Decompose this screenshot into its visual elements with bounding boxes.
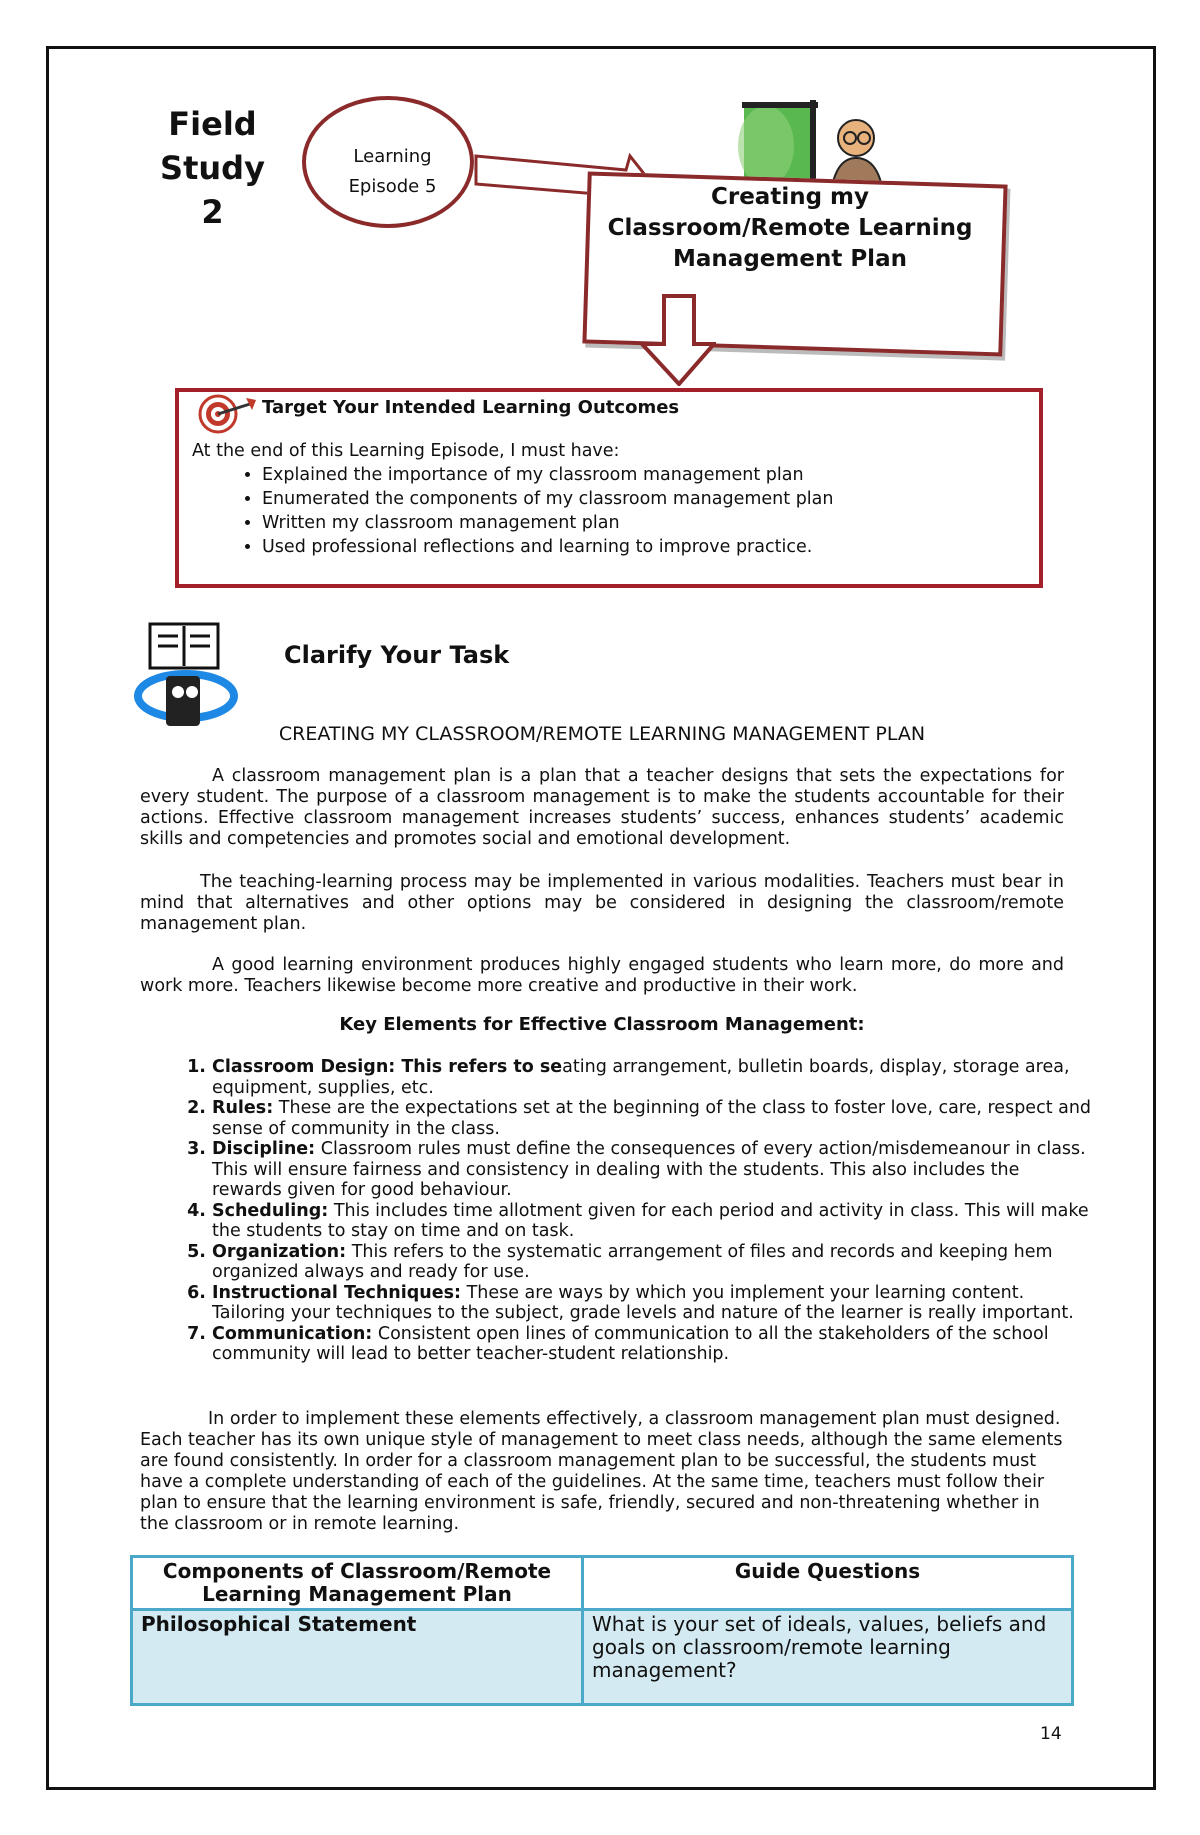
modalities-paragraph: The teaching-learning process may be implemented in various modalities. Teachers must bear in mind that alternatives and other options may be considered in designing the classroom/remote management plan. (140, 872, 1064, 934)
components-table (130, 1555, 1074, 1706)
list-item: • Written my classroom management plan (262, 511, 833, 535)
list-item: 6. Instructional Techniques: These are ways by which you implement your learning content. Tailoring your techniques to the subject, grade levels and nature of the learner is really important. (212, 1283, 1092, 1324)
list-item: 4. Scheduling: This includes time allotment given for each period and activity in class. This will make the students to stay on time and on task. (212, 1201, 1092, 1242)
closing-paragraph: In order to implement these elements effectively, a classroom management plan must designed. Each teacher has its own unique style of management to meet class needs, although the same elements are found consistently. In order for a classroom management plan to be successful, the students must have a complete understanding of each of the guidelines. At the same time, teachers must follow their plan to ensure that the learning environment is safe, friendly, secured and non-threatening whether in the classroom or in remote learning. (140, 1409, 1063, 1534)
field-study-title: Field Study 2 (160, 105, 265, 231)
clarify-title: Clarify Your Task (284, 641, 510, 669)
list-item: 7. Communication: Consistent open lines of communication to all the stakeholders of the school community will lead to better teacher-student relationship. (212, 1324, 1092, 1365)
outcomes-heading: Target Your Intended Learning Outcomes (262, 397, 680, 418)
list-item: • Explained the importance of my classroom management plan (262, 463, 833, 487)
arrow-down-icon (640, 294, 716, 386)
book-reader-icon (128, 620, 248, 730)
list-item: 5. Organization: This refers to the systematic arrangement of files and records and keeping hem organized always and ready for use. (212, 1242, 1092, 1283)
table-header-components: Components of Classroom/Remote Learning Management Plan (132, 1557, 583, 1610)
key-elements-list (174, 1057, 1092, 1365)
page-number: 14 (1040, 1724, 1062, 1744)
list-item: 3. Discipline: Classroom rules must define the consequences of every action/misdemeanour in class. This will ensure fairness and consistency in dealing with the students. This also includes the rewards given for good behaviour. (212, 1139, 1092, 1201)
key-elements-heading: Key Elements for Effective Classroom Management: (339, 1014, 865, 1035)
list-item: • Enumerated the components of my classroom management plan (262, 487, 833, 511)
target-icon (196, 390, 258, 438)
table-header-guide-questions: Guide Questions (583, 1557, 1073, 1610)
outcomes-list (220, 463, 833, 559)
list-item: 1. Classroom Design: This refers to seating arrangement, bulletin boards, display, storage area, equipment, supplies, etc. (212, 1057, 1092, 1098)
episode-title: Creating my Classroom/Remote Learning Management Plan (607, 184, 973, 272)
main-heading: CREATING MY CLASSROOM/REMOTE LEARNING MANAGEMENT PLAN (278, 723, 926, 745)
episode-label: Learning Episode 5 (348, 146, 437, 197)
table-header-row (132, 1557, 1073, 1610)
intro-paragraph: A classroom management plan is a plan that a teacher designs that sets the expectations for every student. The purpose of a classroom management is to make the students accountable for their actions. Effective classroom management increases students’ success, enhances students’ academic skills and competencies and promotes social and emotional development. (140, 766, 1064, 849)
table-cell-question: What is your set of ideals, values, beliefs and goals on classroom/remote learning management? (583, 1610, 1073, 1705)
list-item: • Used professional reflections and learning to improve practice. (262, 535, 833, 559)
list-item: 2. Rules: These are the expectations set at the beginning of the class to foster love, care, respect and sense of community in the class. (212, 1098, 1092, 1139)
table-cell-component: Philosophical Statement (132, 1610, 583, 1705)
table-row (132, 1610, 1073, 1705)
outcomes-intro: At the end of this Learning Episode, I must have: (192, 441, 620, 461)
environment-paragraph: A good learning environment produces highly engaged students who learn more, do more and work more. Teachers likewise become more creative and productive in their work. (140, 955, 1064, 996)
